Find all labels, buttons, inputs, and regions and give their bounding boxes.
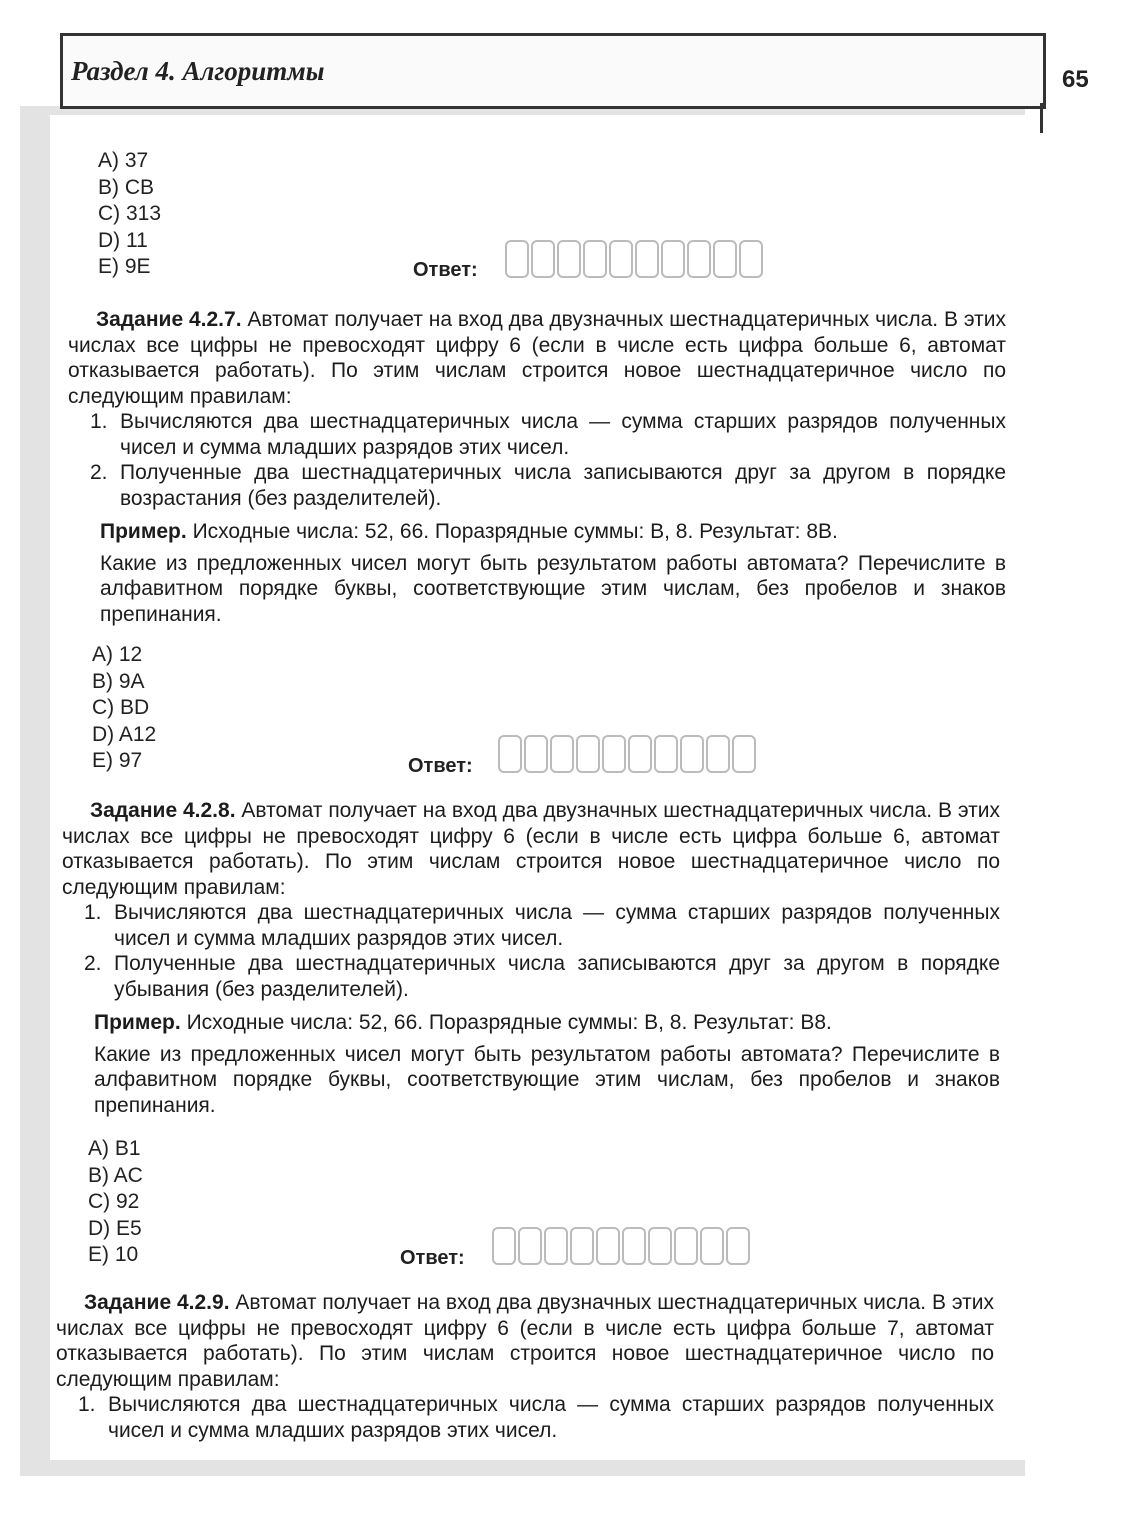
answer-cell[interactable] — [654, 735, 678, 773]
options-list-1 — [98, 148, 161, 281]
task-4-2-9 — [56, 1290, 994, 1443]
rule-item: 1. Вычисляются два шестнадцатеричных числа — сумма старших разрядов полученных чисел и сумма младших разрядов этих чисел. — [78, 1393, 994, 1442]
example: Пример. Исходные числа: 52, 66. Поразрядные суммы: B, 8. Результат: B8. — [94, 1011, 832, 1034]
answer-cell[interactable] — [524, 735, 548, 773]
header-rule — [1040, 103, 1043, 133]
answer-cell[interactable] — [531, 240, 555, 278]
answer-cell[interactable] — [505, 240, 529, 278]
answer-cell[interactable] — [706, 735, 730, 773]
options-list-2 — [92, 642, 156, 775]
options-list-3 — [88, 1136, 143, 1269]
option: A) 12 — [92, 643, 143, 666]
option: D) 11 — [98, 228, 148, 252]
task-title: Задание 4.2.7. — [96, 308, 242, 331]
answer-cell[interactable] — [550, 735, 574, 773]
answer-cell[interactable] — [713, 240, 737, 278]
answer-cell[interactable] — [492, 1227, 516, 1265]
answer-cell[interactable] — [622, 1227, 646, 1265]
option: E) 10 — [88, 1243, 139, 1266]
answer-cell[interactable] — [576, 735, 600, 773]
answer-label: Ответ: — [400, 1247, 465, 1269]
answer-cell[interactable] — [674, 1227, 698, 1265]
option: E) 97 — [92, 749, 143, 772]
task-title: Задание 4.2.9. — [84, 1291, 230, 1314]
answer-label: Ответ: — [408, 755, 473, 777]
answer-cell[interactable] — [635, 240, 659, 278]
option: A) B1 — [88, 1137, 141, 1160]
page-number: 65 — [1062, 66, 1089, 93]
task-intro: Автомат получает на вход два двузначных шестнадцатеричных числа. В этих числах все цифры не превосходят цифру 6 (если в числе есть цифра больше 6, автомат отказывается работать). По этим числам строится новое шестнадцатеричное число по следующим правилам: — [68, 308, 1006, 408]
example: Пример. Исходные числа: 52, 66. Поразрядные суммы: B, 8. Результат: 8B. — [100, 520, 838, 543]
rule-item: 2. Полученные два шестнадцатеричных числа записываются друг за другом в порядке возрастания (без разделителей). — [90, 461, 1006, 510]
answer-cell[interactable] — [570, 1227, 594, 1265]
option: B) AC — [88, 1163, 143, 1187]
answer-cell[interactable] — [661, 240, 685, 278]
answer-cell[interactable] — [648, 1227, 672, 1265]
answer-cell[interactable] — [739, 240, 763, 278]
task-title: Задание 4.2.8. — [90, 799, 236, 822]
option: C) 92 — [88, 1190, 140, 1213]
task-4-2-7 — [68, 307, 1006, 627]
answer-cell[interactable] — [680, 735, 704, 773]
section-header — [60, 33, 1046, 109]
answer-field-1[interactable] — [505, 240, 763, 278]
rule-item: 1. Вычисляются два шестнадцатеричных числа — сумма старших разрядов полученных чисел и сумма младших разрядов этих чисел. — [90, 410, 1006, 459]
option: E) 9E — [98, 255, 151, 278]
option: C) BD — [92, 696, 150, 719]
option: D) E5 — [88, 1216, 142, 1240]
answer-cell[interactable] — [628, 735, 652, 773]
rule-item: 1. Вычисляются два шестнадцатеричных числа — сумма старших разрядов полученных чисел и сумма младших разрядов этих чисел. — [84, 901, 1000, 950]
answer-cell[interactable] — [700, 1227, 724, 1265]
answer-cell[interactable] — [726, 1227, 750, 1265]
question: Какие из предложенных чисел могут быть результатом работы автомата? Перечислите в алфавитном порядке буквы, соответствующие этим числам, без пробелов и знаков препинания. — [100, 551, 1006, 626]
answer-cell[interactable] — [687, 240, 711, 278]
option: B) CB — [98, 175, 155, 199]
answer-cell[interactable] — [602, 735, 626, 773]
option: D) A12 — [92, 722, 157, 746]
answer-cell[interactable] — [498, 735, 522, 773]
answer-cell[interactable] — [557, 240, 581, 278]
task-4-2-8 — [62, 798, 1000, 1118]
question: Какие из предложенных чисел могут быть результатом работы автомата? Перечислите в алфавитном порядке буквы, соответствующие этим числам, без пробелов и знаков препинания. — [94, 1042, 1000, 1117]
option: C) 313 — [98, 202, 162, 225]
answer-label: Ответ: — [413, 259, 478, 281]
rules-list — [56, 1392, 994, 1443]
rules-list — [68, 409, 1006, 511]
rules-list — [62, 900, 1000, 1002]
answer-cell[interactable] — [609, 240, 633, 278]
answer-cell[interactable] — [596, 1227, 620, 1265]
answer-cell[interactable] — [732, 735, 756, 773]
answer-cell[interactable] — [518, 1227, 542, 1265]
section-title: Раздел 4. Алгоритмы — [71, 56, 325, 86]
task-intro: Автомат получает на вход два двузначных шестнадцатеричных числа. В этих числах все цифры не превосходят цифру 6 (если в числе есть цифра больше 7, автомат отказывается работать). По этим числам строится новое шестнадцатеричное число по следующим правилам: — [56, 1291, 994, 1391]
task-intro: Автомат получает на вход два двузначных шестнадцатеричных числа. В этих числах все цифры не превосходят цифру 6 (если в числе есть цифра больше 6, автомат отказывается работать). По этим числам строится новое шестнадцатеричное число по следующим правилам: — [62, 799, 1000, 899]
option: A) 37 — [98, 149, 149, 172]
answer-cell[interactable] — [583, 240, 607, 278]
answer-cell[interactable] — [544, 1227, 568, 1265]
option: B) 9A — [92, 669, 145, 693]
rule-item: 2. Полученные два шестнадцатеричных числа записываются друг за другом в порядке убывания (без разделителей). — [84, 952, 1000, 1001]
answer-field-2[interactable] — [498, 735, 756, 773]
answer-field-3[interactable] — [492, 1227, 750, 1265]
